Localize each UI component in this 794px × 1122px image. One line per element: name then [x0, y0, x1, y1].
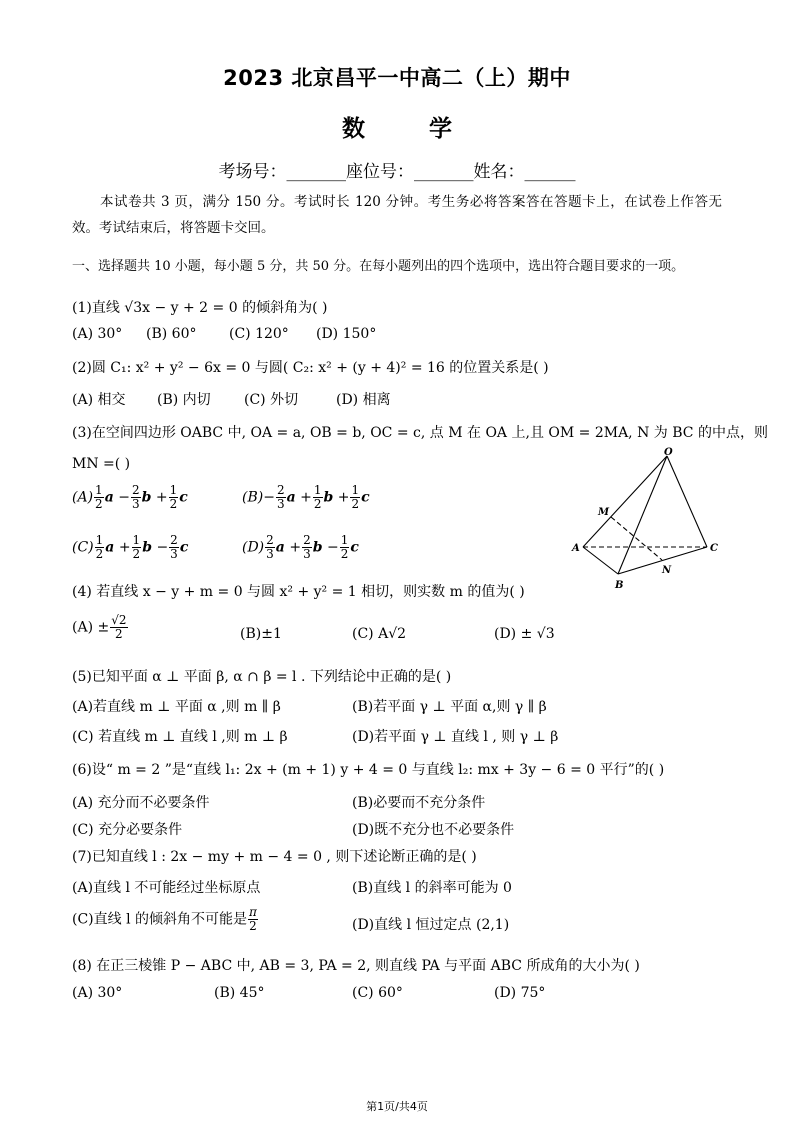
- question-3-option-d: (D) $\frac{2}{3}$ a + $\frac{2}{3}$ b − $\frac{1}{2}$ c: [242, 533, 359, 561]
- question-2-option-b: (B) 内切: [157, 392, 211, 408]
- question-1-option-a: (A) 30°: [72, 326, 123, 342]
- question-3-stem: (3)在空间四边形 OABC 中, OA = a, OB = b, OC = c, 点 M 在 OA 上,且 OM = 2MA, N 为 BC 的中点，则: [72, 425, 768, 441]
- exam-title: 2023 北京昌平一中高二（上）期中: [223, 66, 571, 90]
- question-1-option-b: (B) 60°: [146, 326, 197, 342]
- edge-oc: [667, 456, 707, 547]
- question-1-option-d: (D) 150°: [316, 326, 377, 342]
- question-4-stem: (4) 若直线 x − y + m = 0 与圆 x² + y² = 1 相切，则实数 m 的值为( ): [72, 584, 525, 600]
- page-number-footer: 第1页/共4页: [366, 1100, 428, 1113]
- question-5-stem: (5)已知平面 α ⊥ 平面 β, α ∩ β = l . 下列结论中正确的是( ): [72, 669, 452, 685]
- question-6-option-b: (B)必要而不充分条件: [352, 795, 486, 811]
- exam-instructions: 本试卷共 3 页，满分 150 分。考试时长 120 分钟。考生务必将答案答在答题卡上，在试卷上作答无效。考试结束后，将答题卡交回。: [72, 194, 722, 236]
- question-6-option-a: (A) 充分而不必要条件: [72, 795, 210, 811]
- question-3-stem-continued: MN =( ): [72, 456, 131, 472]
- question-5-option-c: (C) 若直线 m ⊥ 直线 l ,则 m ⊥ β: [72, 729, 288, 745]
- question-3-option-a: (A) $\frac{1}{2}$ a − $\frac{2}{3}$ b + $\frac{1}{2}$ c: [72, 483, 188, 511]
- subject-title: 数 学: [341, 116, 480, 142]
- label-o: O: [664, 447, 673, 458]
- question-5-option-d: (D)若平面 γ ⊥ 直线 l , 则 γ ⊥ β: [352, 729, 559, 745]
- question-2-stem: (2)圆 C₁: x² + y² − 6x = 0 与圆( C₂: x² + (y + 4)² = 16 的位置关系是( ): [72, 360, 549, 376]
- label-m: M: [598, 507, 610, 518]
- label-n: N: [662, 565, 672, 576]
- question-4-option-b: (B)±1: [240, 626, 282, 642]
- question-6-option-d: (D)既不充分也不必要条件: [352, 822, 515, 838]
- segment-mn-hidden: [611, 517, 662, 560]
- question-5-option-b: (B)若平面 γ ⊥ 平面 α,则 γ ∥ β: [352, 699, 547, 715]
- label-b: B: [615, 580, 624, 591]
- question-8-stem: (8) 在正三棱锥 P − ABC 中, AB = 3, PA = 2, 则直线 PA 与平面 ABC 所成角的大小为( ): [72, 958, 640, 974]
- question-8-option-d: (D) 75°: [494, 985, 546, 1001]
- edge-oa: [583, 456, 667, 547]
- question-2-option-c: (C) 外切: [244, 392, 299, 408]
- label-c: C: [710, 543, 718, 554]
- question-1-stem: (1)直线 √3x − y + 2 = 0 的倾斜角为( ): [72, 300, 328, 316]
- section-one-heading: 一、选择题共 10 小题，每小题 5 分，共 50 分。在每小题列出的四个选项中，选出符合题目要求的一项。: [72, 259, 685, 274]
- edge-ob: [618, 456, 667, 574]
- question-8-option-b: (B) 45°: [214, 985, 265, 1001]
- candidate-info-line: 考场号：_______座位号：_______姓名：______: [218, 162, 576, 182]
- edge-ab: [583, 547, 618, 574]
- question-2-option-a: (A) 相交: [72, 392, 126, 408]
- question-8-option-c: (C) 60°: [352, 985, 403, 1001]
- question-4-option-d: (D) ± √3: [494, 626, 555, 642]
- question-2-option-d: (D) 相离: [336, 392, 391, 408]
- question-6-stem: (6)设“ m = 2 ”是“直线 l₁: 2x + (m + 1) y + 4 = 0 与直线 l₂: mx + 3y − 6 = 0 平行”的( ): [72, 762, 665, 778]
- question-6-option-c: (C) 充分必要条件: [72, 822, 183, 838]
- tetrahedron-figure: [565, 446, 735, 594]
- question-1-option-c: (C) 120°: [229, 326, 289, 342]
- question-4-option-a: (A) ± $\frac{√2}{2}$: [72, 613, 127, 641]
- question-8-option-a: (A) 30°: [72, 985, 123, 1001]
- question-3-option-b: (B)− $\frac{2}{3}$ a + $\frac{1}{2}$ b + $\frac{1}{2}$ c: [242, 483, 370, 511]
- question-5-option-a: (A)若直线 m ⊥ 平面 α ,则 m ∥ β: [72, 699, 281, 715]
- label-a: A: [572, 543, 580, 554]
- question-7-option-d: (D)直线 l 恒过定点 (2,1): [352, 917, 510, 933]
- question-7-stem: (7)已知直线 l : 2x − my + m − 4 = 0 , 则下述论断正确的是( ): [72, 849, 477, 865]
- question-7-option-a: (A)直线 l 不可能经过坐标原点: [72, 880, 261, 896]
- question-3-option-c: (C) $\frac{1}{2}$ a + $\frac{1}{2}$ b − $\frac{2}{3}$ c: [72, 533, 189, 561]
- question-4-option-c: (C) A√2: [352, 626, 407, 642]
- question-7-option-c: (C)直线 l 的倾斜角不可能是 $\frac{\pi}{2}$: [72, 905, 257, 933]
- question-7-option-b: (B)直线 l 的斜率可能为 0: [352, 880, 512, 896]
